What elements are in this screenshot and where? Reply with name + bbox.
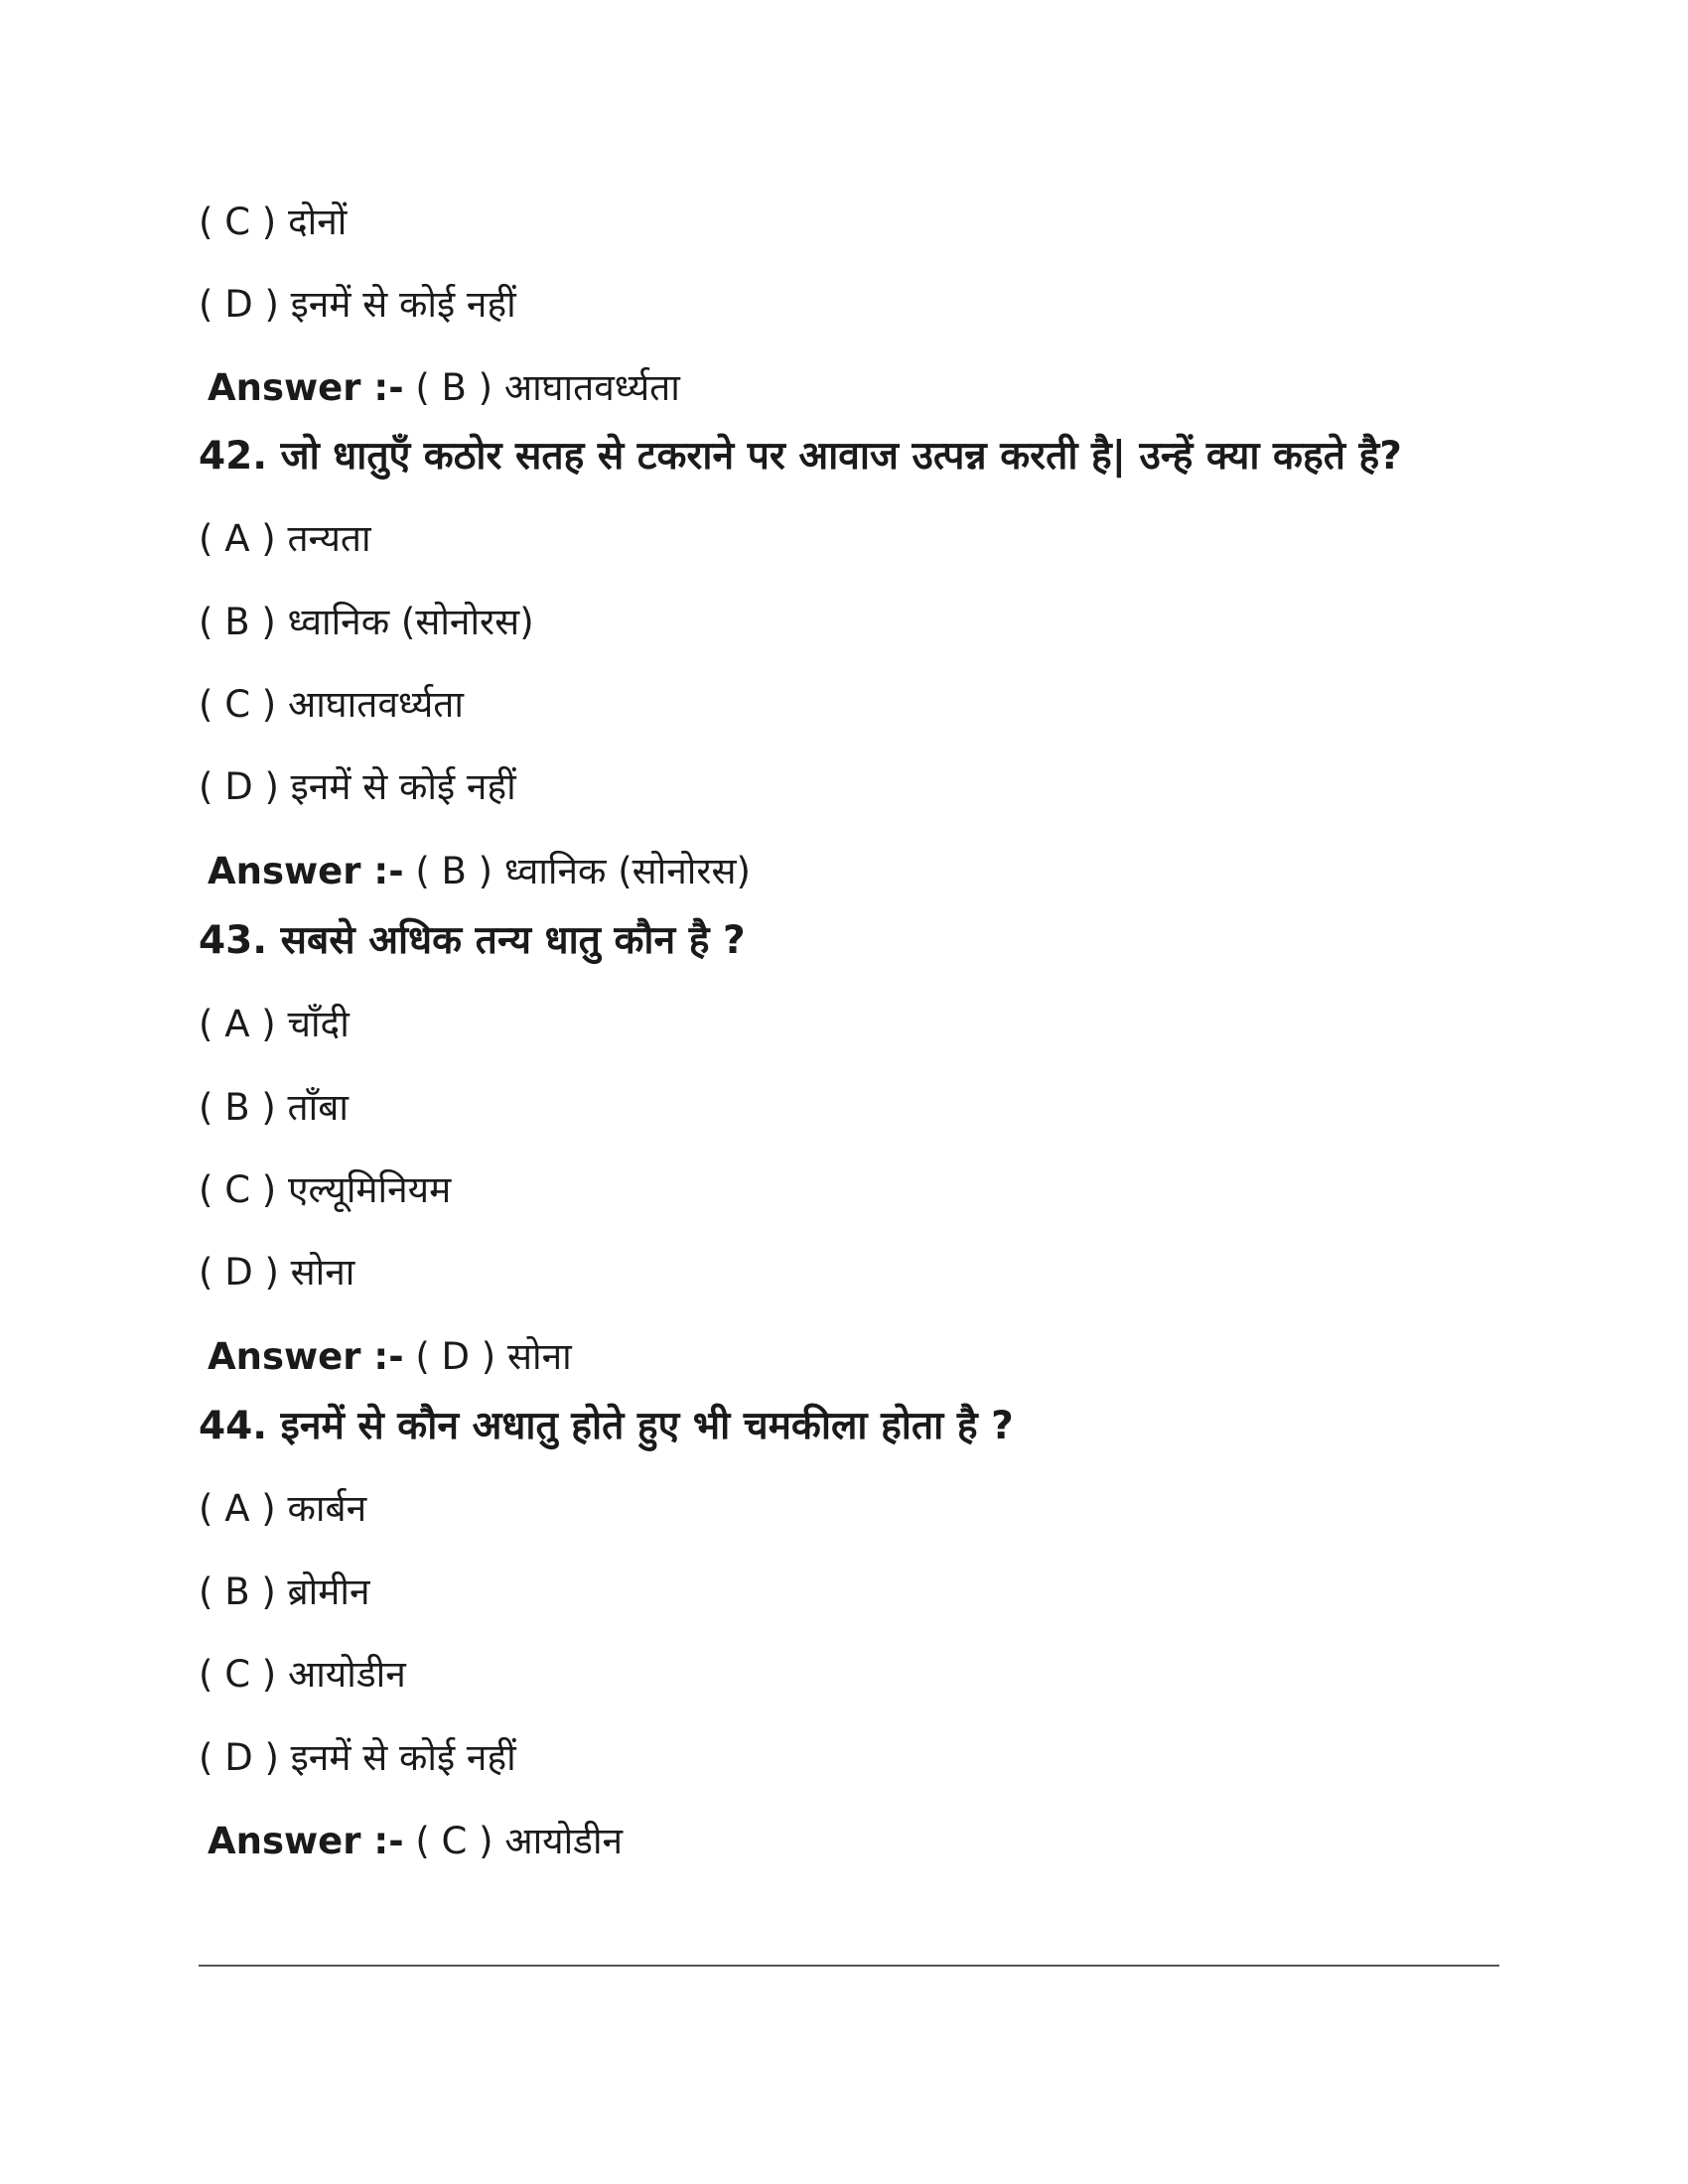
question-43: 43. सबसे अधिक तन्य धातु कौन है ?	[199, 918, 746, 963]
option-b: ( B ) ताँबा	[199, 1086, 349, 1129]
option-b: ( B ) ब्रोमीन	[199, 1570, 370, 1613]
option-d: ( D ) इनमें से कोई नहीं	[199, 765, 516, 808]
option-a: ( A ) चाँदी	[199, 1003, 350, 1045]
answer-label: Answer :-	[208, 366, 404, 409]
option-a: ( A ) तन्यता	[199, 517, 371, 560]
option-a: ( A ) कार्बन	[199, 1487, 367, 1530]
answer-line	[208, 1335, 572, 1378]
answer-text: ( B ) आघातवर्ध्यता	[403, 366, 680, 409]
option-c: ( C ) दोनों	[199, 201, 348, 243]
option-b: ( B ) ध्वानिक (सोनोरस)	[199, 601, 534, 643]
option-d: ( D ) इनमें से कोई नहीं	[199, 1736, 516, 1779]
option-c: ( C ) आघातवर्ध्यता	[199, 683, 464, 726]
answer-text: ( D ) सोना	[403, 1335, 572, 1378]
option-c: ( C ) आयोडीन	[199, 1653, 406, 1696]
option-d: ( D ) सोना	[199, 1251, 355, 1294]
answer-label: Answer :-	[208, 850, 404, 892]
option-c: ( C ) एल्यूमिनियम	[199, 1168, 452, 1211]
answer-text: ( C ) आयोडीन	[403, 1820, 624, 1862]
option-d: ( D ) इनमें से कोई नहीं	[199, 283, 516, 326]
answer-line	[208, 850, 751, 892]
answer-label: Answer :-	[208, 1335, 404, 1378]
question-42: 42. जो धातुएँ कठोर सतह से टकराने पर आवाज उत्पन्न करती है| उन्हें क्या कहते है?	[199, 434, 1402, 478]
answer-line	[208, 366, 680, 409]
question-44: 44. इनमें से कौन अधातु होते हुए भी चमकीला होता है ?	[199, 1404, 1014, 1448]
answer-label: Answer :-	[208, 1820, 404, 1862]
footer-divider	[199, 1965, 1499, 1967]
answer-text: ( B ) ध्वानिक (सोनोरस)	[403, 850, 751, 892]
answer-line	[208, 1820, 624, 1862]
